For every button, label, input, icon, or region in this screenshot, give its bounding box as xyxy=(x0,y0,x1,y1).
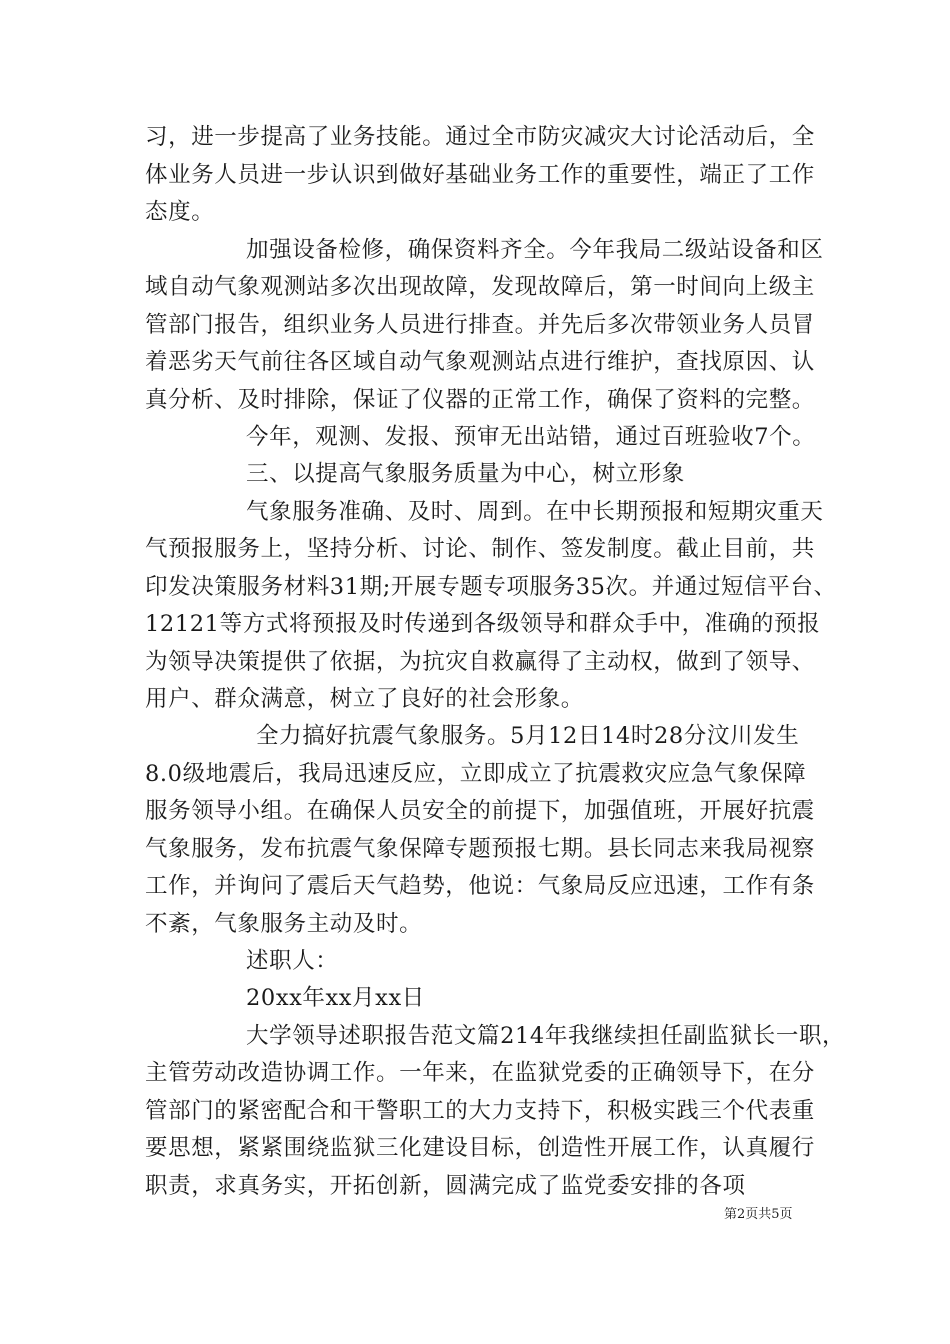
body-line: 12121等方式将预报及时传递到各级领导和群众手中，准确的预报 xyxy=(145,611,821,637)
body-line: 体业务人员进一步认识到做好基础业务工作的重要性，端正了工作 xyxy=(145,162,815,188)
body-line: 真分析、及时排除，保证了仪器的正常工作，确保了资料的完整。 xyxy=(145,387,815,413)
date-line: 20xx年xx月xx日 xyxy=(246,985,425,1011)
body-line: 管部门报告，组织业务人员进行排查。并先后多次带领业务人员冒 xyxy=(145,312,815,338)
body-line: 主管劳动改造协调工作。一年来，在监狱党委的正确领导下，在分 xyxy=(145,1060,815,1086)
paragraph-start-line: 气象服务准确、及时、周到。在中长期预报和短期灾重天 xyxy=(246,499,824,525)
body-line: 服务领导小组。在确保人员安全的前提下，加强值班，开展好抗震 xyxy=(145,798,815,824)
body-line: 为领导决策提供了依据，为抗灾自救赢得了主动权，做到了领导、 xyxy=(145,649,815,675)
signature-label: 述职人： xyxy=(246,948,339,974)
body-line: 用户、群众满意，树立了良好的社会形象。 xyxy=(145,686,584,712)
body-line: 印发决策服务材料31期;开展专题专项服务35次。并通过短信平台、 xyxy=(145,574,837,600)
body-line: 不紊，气象服务主动及时。 xyxy=(145,911,423,937)
body-line: 气预报服务上，坚持分析、讨论、制作、签发制度。截止目前，共 xyxy=(145,536,815,562)
body-line: 要思想，紧紧围绕监狱三化建设目标，创造性开展工作，认真履行 xyxy=(145,1135,815,1161)
body-line: 工作，并询问了震后天气趋势，他说：气象局反应迅速，工作有条 xyxy=(145,873,815,899)
paragraph-start-line: 加强设备检修，确保资料齐全。今年我局二级站设备和区 xyxy=(246,237,824,263)
body-line: 气象服务，发布抗震气象保障专题预报七期。县长同志来我局视察 xyxy=(145,836,815,862)
paragraph-start-line: 全力搞好抗震气象服务。5月12日14时28分汶川发生 xyxy=(256,723,800,749)
section-heading: 三、以提高气象服务质量为中心，树立形象 xyxy=(246,461,685,487)
paragraph-start-line: 大学领导述职报告范文篇214年我继续担任副监狱长一职， xyxy=(246,1023,846,1049)
body-line: 习，进一步提高了业务技能。通过全市防灾减灾大讨论活动后，全 xyxy=(145,124,815,150)
body-line: 着恶劣天气前往各区域自动气象观测站点进行维护，查找原因、认 xyxy=(145,349,815,375)
body-line: 8.0级地震后，我局迅速反应，立即成立了抗震救灾应急气象保障 xyxy=(145,761,807,787)
body-line: 职责，求真务实，开拓创新，圆满完成了监党委安排的各项 xyxy=(145,1173,746,1199)
body-line: 域自动气象观测站多次出现故障，发现故障后，第一时间向上级主 xyxy=(145,274,815,300)
paragraph-start-line: 今年，观测、发报、预审无出站错，通过百班验收7个。 xyxy=(246,424,816,450)
body-line: 态度。 xyxy=(145,199,215,225)
page-number: 第2页共5页 xyxy=(724,1207,793,1222)
body-line: 管部门的紧密配合和干警职工的大力支持下，积极实践三个代表重 xyxy=(145,1098,815,1124)
